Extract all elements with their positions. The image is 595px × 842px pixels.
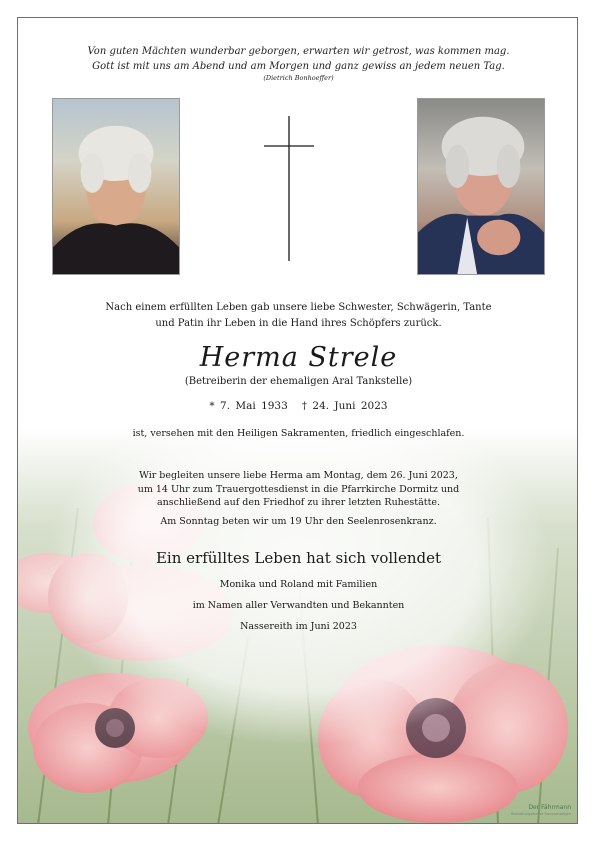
- birth-date: * 7. Mai 1933: [209, 400, 288, 412]
- ceremony-line-1: Wir begleiten unsere liebe Herma am Montag, dem 26. Juni 2023,: [139, 470, 458, 481]
- ceremony-line-3: anschließend auf den Friedhof zu ihrer letzten Ruhestätte.: [156, 497, 441, 508]
- place-date: Nassereith im Juni 2023: [240, 621, 357, 632]
- cross-icon: [264, 116, 314, 261]
- deceased-subtitle: (Betreiberin der ehemaligen Aral Tankstelle): [184, 376, 413, 387]
- family-line-2: im Namen aller Verwandten und Bekannten: [192, 600, 405, 611]
- death-date: † 24. Juni 2023: [301, 400, 388, 412]
- brand-subtitle: Bestattungsdienst Traueranzeigen: [511, 812, 571, 816]
- portrait-photo-right: [417, 98, 545, 275]
- family-line-1: Monika und Roland mit Familien: [219, 579, 378, 590]
- sacrament-text: ist, versehen mit den Heiligen Sakramenten, friedlich eingeschlafen.: [132, 428, 465, 439]
- brand-logo: [511, 804, 571, 817]
- life-dates: [18, 399, 578, 413]
- ceremony-line-2: um 14 Uhr zum Trauergottesdienst in die Pfarrkirche Dormitz und: [137, 483, 460, 495]
- portrait-photo-left: [52, 98, 180, 275]
- intro-line-1: Nach einem erfüllten Leben gab unsere liebe Schwester, Schwägerin, Tante: [105, 302, 492, 313]
- headline-text: Ein erfülltes Leben hat sich vollendet: [155, 549, 441, 567]
- deceased-name: Herma Strele: [199, 342, 398, 373]
- motto-quote: [18, 44, 578, 83]
- brand-name: Der Fährmann: [528, 804, 571, 811]
- rosary-text: Am Sonntag beten wir um 19 Uhr den Seelenrosenkranz.: [160, 516, 437, 527]
- motto-line-1: Von guten Mächten wunderbar geborgen, erwarten wir getrost, was kommen mag.: [87, 46, 510, 57]
- motto-author: (Dietrich Bonhoeffer): [263, 74, 334, 82]
- intro-line-2: und Patin ihr Leben in die Hand ihres Schöpfers zurück.: [155, 318, 442, 329]
- intro-text: [18, 300, 578, 332]
- obituary-card: [17, 17, 578, 824]
- motto-line-2: Gott ist mit uns am Abend und am Morgen und ganz gewiss an jedem neuen Tag.: [92, 61, 505, 72]
- ceremony-text: [18, 469, 578, 510]
